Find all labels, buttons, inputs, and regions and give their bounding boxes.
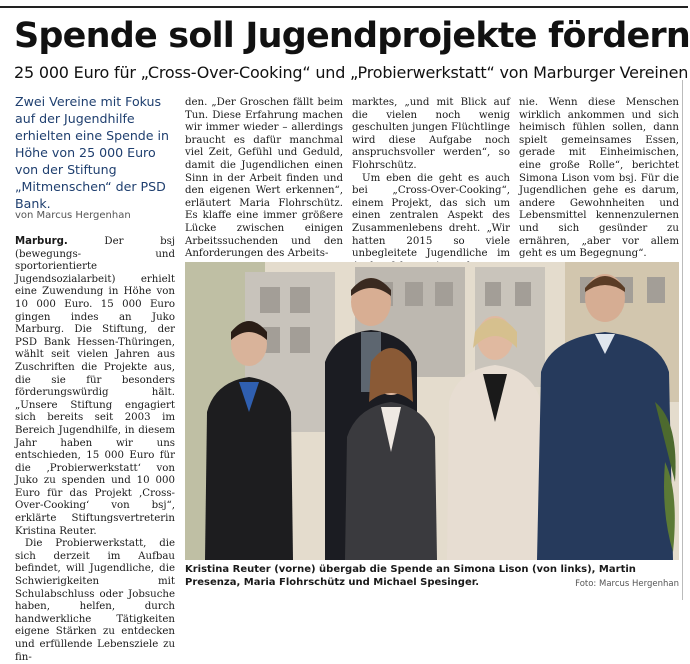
body-paragraph: Der bsj (bewegungs- und sportorientierte Jugendsozialarbeit) erhielt eine Zuwendung in Höhe von 10 000 Euro. 15 000 Euro gingen indes an Juko Marburg. Die Stiftung, der PSD Bank Hessen-Thüringen, wählt seit vielen Jahren aus Zuschriften die Projekte aus, die sie für besonders förderungswürdig hält. „Unsere Stiftung engagiert sich bereits seit 2003 im Bereich Jugendhilfe, in diesem Jahr haben wir uns entschieden, 15 000 Euro für die ‚Probierwerkstatt‘ von Juko zu spenden und 10 000 Euro für das Projekt ‚Cross-Over-Cooking‘ von bsj“, erklärte Stiftungsvertreterin Kristina Reuter. (15, 236, 175, 537)
body-paragraph: Um eben die geht es auch bei „Cross-Over-Cooking“, einem Projekt, das sich um einen zentralen Aspekt des Zusammenlebens dreht. „Wir hatten 2015 so viele unbegleitete Jugendliche im (352, 172, 510, 260)
top-rule (0, 6, 688, 8)
adjacent-column-edge (682, 80, 688, 600)
body-column-4 (519, 97, 679, 260)
headline: Spende soll Jugendprojekte fördern (14, 16, 690, 56)
group-photo (185, 262, 679, 560)
body-column-3 (352, 97, 510, 260)
byline: von Marcus Hergenhan (15, 210, 131, 221)
body-paragraph: nie. Wenn diese Menschen wirklich ankommen und sich heimisch fühlen sollen, dann spielt gemeinsames Essen, gerade mit Einheimischen, eine große Rolle“, berichtet Simona Lison vom bsj. Für die Jugendlichen gehe es darum, andere Gewohnheiten und Lebensmittel kennenzulernen und sich gesünder zu ernähren, „aber vor allem geht es um Begegnung“. (519, 97, 679, 260)
lead-paragraph: Zwei Vereine mit Fokus auf der Jugendhilfe erhielten eine Spende in Höhe von 25 000 Euro von der Stiftung „Mitmenschen“ der PSD Bank. (15, 94, 170, 211)
body-paragraph: Die Probierwerkstatt, die sich derzeit im Aufbau befindet, will Jugendliche, die Schwierigkeiten mit Schulabschluss oder Jobsuche haben, helfen, durch handwerkliche Tätigkeiten eigene Stärken zu entdecken und erfüllende Lebensziele zu fin- (15, 538, 175, 663)
body-column-2 (185, 97, 343, 260)
dateline: Marburg. (15, 236, 68, 247)
body-column-1 (15, 236, 175, 663)
photo-caption: Kristina Reuter (vorne) übergab die Spende an Simona Lison (von links), Martin Presenza, Maria Flohrschütz und Michael Spesinger. (185, 564, 636, 588)
body-paragraph: den. „Der Groschen fällt beim Tun. Diese Erfahrung machen wir immer wieder – allerdings braucht es dafür manchmal viel Zeit, Gefühl und Geduld, damit die Jugendlichen einen Sinn in der Arbeit finden und den eigenen Wert erkennen“, erläutert Maria Flohrschütz. Es klaffe eine immer größere Lücke zwischen einigen Arbeitssuchenden und den Anforderungen des Arbeits- (185, 97, 343, 260)
photo-credit: Foto: Marcus Hergenhan (575, 579, 679, 589)
subheadline: 25 000 Euro für „Cross-Over-Cooking“ und „Probierwerkstatt“ von Marburger Vereinen (14, 63, 689, 82)
photo-illustration (185, 262, 679, 560)
body-paragraph: marktes, „und mit Blick auf die vielen noch wenig geschulten jungen Flüchtlinge wird diese Aufgabe noch anspruchsvoller werden“, so Flohrschütz. (352, 97, 510, 171)
